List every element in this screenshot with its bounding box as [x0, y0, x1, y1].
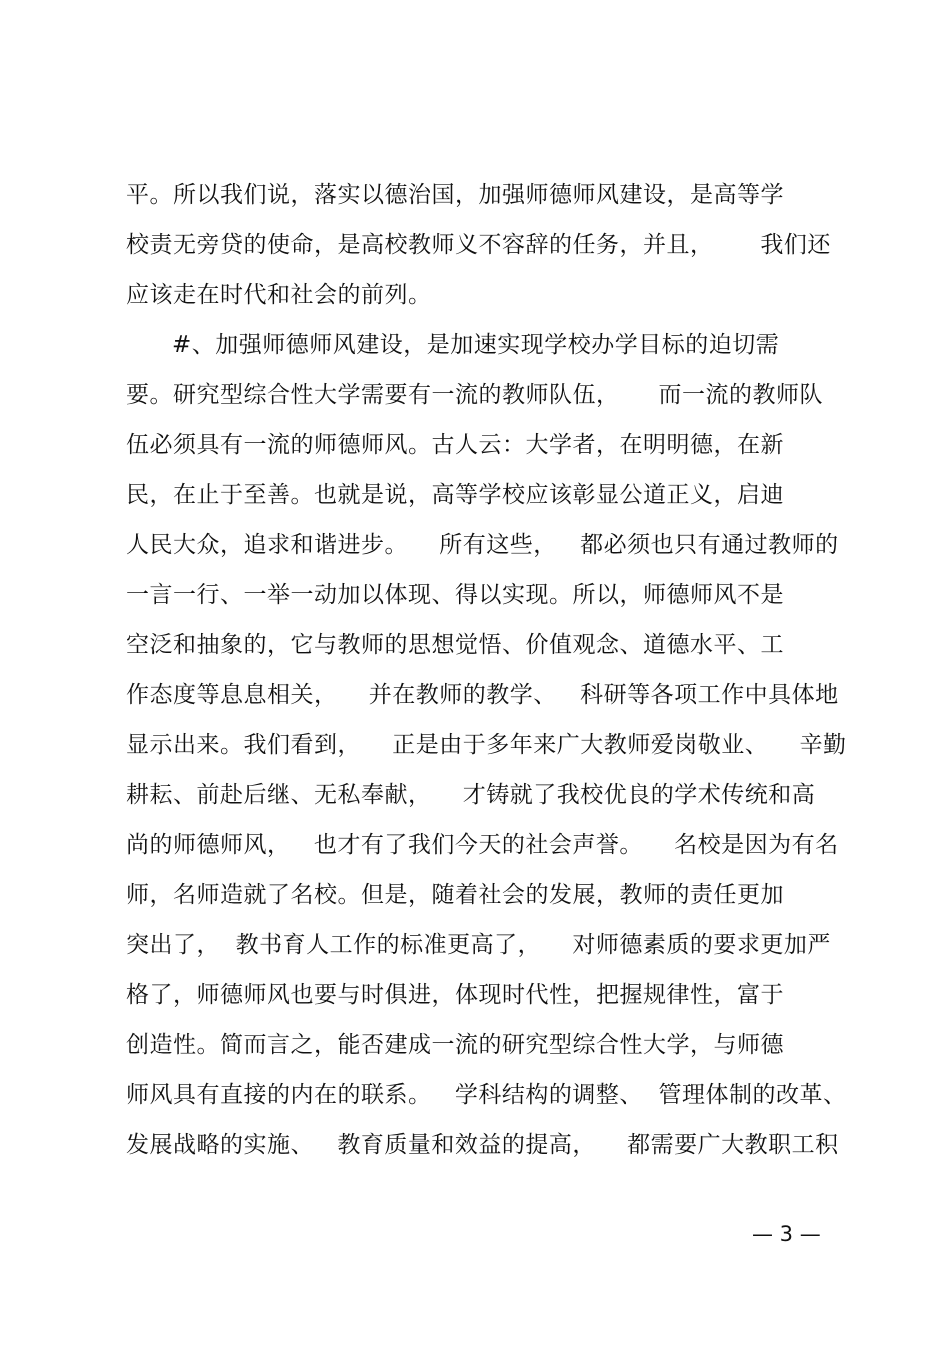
text-line: 人民大众，追求和谐进步。 所有这些， 都必须也只有通过教师的: [126, 532, 839, 558]
text-line: 校责无旁贷的使命，是高校教师义不容辞的任务，并且， 我们还: [126, 232, 831, 258]
text-line: 师风具有直接的内在的联系。 学科结构的调整、 管理体制的改革、: [126, 1082, 847, 1108]
text-line: 耕耘、前赴后继、无私奉献， 才铸就了我校优良的学术传统和高: [126, 782, 816, 808]
text-line: 要。研究型综合性大学需要有一流的教师队伍， 而一流的教师队: [126, 382, 824, 408]
text-line: 一言一行、一举一动加以体现、得以实现。所以，师德师风不是: [126, 582, 784, 608]
text-line: 尚的师德师风， 也才有了我们今天的社会声誉。 名校是因为有名: [126, 832, 839, 858]
text-line: 突出了， 教书育人工作的标准更高了， 对师德素质的要求更加严: [126, 932, 831, 958]
text-line: 显示出来。我们看到， 正是由于多年来广大教师爱岗敬业、 辛勤: [126, 732, 847, 758]
text-line: 平。所以我们说，落实以德治国，加强师德师风建设，是高等学: [126, 182, 784, 208]
text-line: 师，名师造就了名校。但是，随着社会的发展，教师的责任更加: [126, 882, 784, 908]
text-line: 伍必须具有一流的师德师风。古人云：大学者，在明明德，在新: [126, 432, 784, 458]
text-line: 格了，师德师风也要与时俱进，体现时代性，把握规律性，富于: [126, 982, 784, 1008]
text-line: #、加强师德师风建设，是加速实现学校办学目标的迫切需: [172, 332, 780, 358]
text-line: 创造性。简而言之，能否建成一流的研究型综合性大学，与师德: [126, 1032, 784, 1058]
text-line: 空泛和抽象的，它与教师的思想觉悟、价值观念、道德水平、工: [126, 632, 784, 658]
text-line: 发展战略的实施、 教育质量和效益的提高， 都需要广大教职工积: [126, 1132, 839, 1158]
text-line: 民，在止于至善。也就是说，高等学校应该彰显公道正义，启迪: [126, 482, 784, 508]
text-line: 应该走在时代和社会的前列。: [126, 282, 432, 308]
page-number: — 3 —: [752, 1222, 821, 1246]
text-line: 作态度等息息相关， 并在教师的教学、 科研等各项工作中具体地: [126, 682, 839, 708]
